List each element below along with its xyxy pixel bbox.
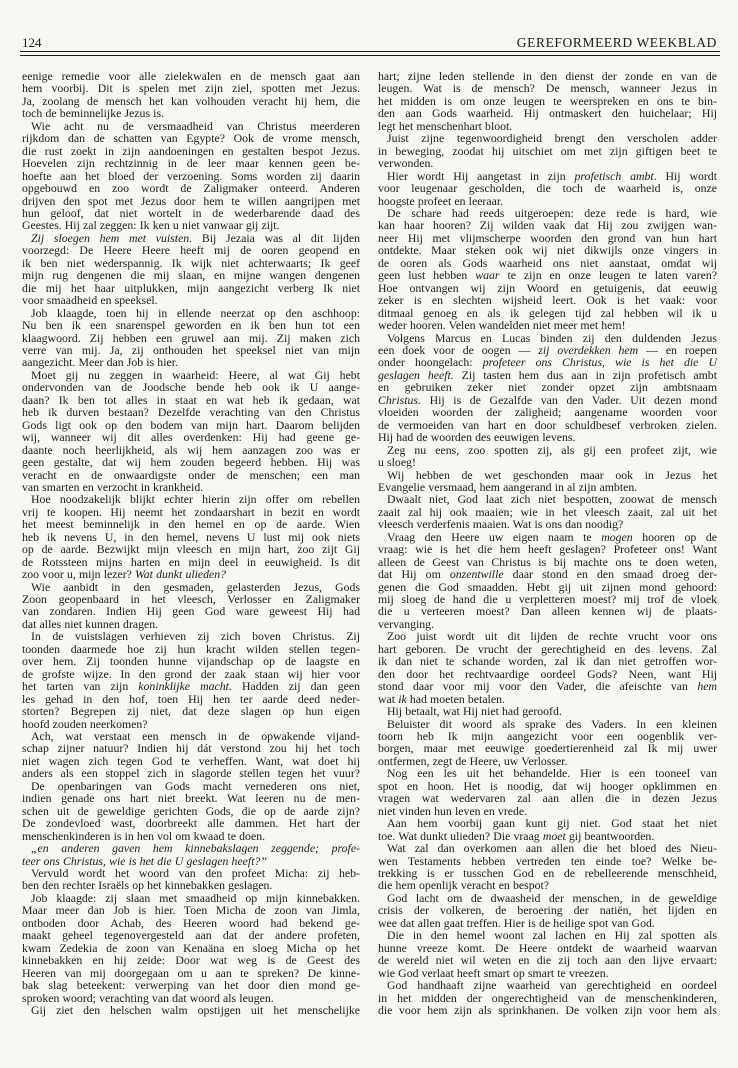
text-line [22,568,360,580]
paragraph [378,979,717,1016]
text-line: in het midden der ongerechtigheid van de menschenkinderen, [378,990,717,1005]
text-line: hoogste profeet en leeraar. [378,193,504,208]
text-line: vervanging. [378,616,435,631]
text-line: In de vuistslagen verhieven zij zich boven Christus. Zij [31,629,360,644]
paragraph [378,493,717,530]
text-line: de grofste wijze. In den grond der zaak staan wij hier voor [22,666,360,681]
text-line: Zoo juist wordt uit dit lijden de rechte vrucht voor ons [387,629,717,644]
text-line: voor leugenaar gescholden, die toch de waarheid is, onze [378,181,717,196]
text-line: en gebruiken zeker niet zonder opzet zijn ambtsnaam [378,380,717,395]
text-line: wij, wanneer wij dit alles overdenken: Hij had geene ge- [22,430,360,445]
text-line: de vermoeiden van hart en door schuldbesef verbroken zielen. [378,417,717,432]
text-line: vloeiden woorden der zaligheid; aangename woorden voor [378,405,717,420]
text-line: rijkdom dan de schatten van Egypte? Ook de vrome mensch, [22,131,360,146]
text-line: vrij te koopen. Hij neemt het zondaarshart in bezit en wordt [22,504,360,519]
text-line: Hij had de woorden des eeuwigen levens. [378,430,576,445]
text-line: Hij betaalt, wat Hij niet had geroofd. [387,704,562,719]
paragraph [22,630,360,730]
italic-text-run: „en anderen gaven hem kinnebakslagen zeggende; profe- [31,841,360,856]
text-line: de ooren als Gods waarheid ons niet aanstaat, omdat wij [378,255,717,270]
text-line: hart; zijne leden stellende in den dienst der zonde en van de [378,69,717,83]
text-line: hoefte aan het bloed der verzoening. Soms worden zij daarin [22,168,360,183]
italic-text-run: profeteer ons Christus, wie is het die U [482,355,717,370]
text-line: toch de beminnelijke Jezus is. [22,106,164,121]
text-line: genen die God smaadden. Hebt gij uit zijnen mond gehoord: [378,579,717,594]
text-line: Geestes. Hij zal zeggen: Ik ken u niet vanwaar gij zijt. [22,218,280,233]
text-line: wen Testaments hebben vertreden ten einde toe? Welke be- [378,853,717,868]
text-line: kwam Zedekia de zoon van Kenaäna en sloeg Micha op het [22,940,360,955]
text-line: Hoevelen zijn rechtzinnig in de leer maar kennen geen be- [22,156,360,171]
text-run: hooren op de [632,529,718,544]
text-run: — en roepen [638,342,717,357]
paragraph [378,531,717,631]
text-line: den aan Gods waarheid. Hij ontmaskert den huichelaar; Hij [378,106,717,121]
text-line: in beweging, zoodat hij uitschiet om met zijn giftigen beet te [378,143,717,158]
paragraph [22,780,360,842]
text-line: die u verteeren moest? Dan alleen kennen wij de plaats- [378,604,717,619]
text-line: Dwaalt niet, God laat zich niet bespotten, zoowat de mensch [387,492,717,507]
page-number: 124 [22,35,42,50]
text-line [378,269,717,281]
text-line: vraag: wie is het die hem heeft geslagen? Profeteer ons! Want [378,542,717,557]
text-line: zeker is en slechten wijsheid leert. Ook is het vaak: voor [378,293,717,308]
italic-text-run: hem [697,679,717,694]
paragraph [378,842,717,892]
italic-text-run: Zij sloegen hem met vuisten. [31,230,193,245]
text-line: Gij ziet den helschen walm opstijgen uit het menschelijke [31,1002,360,1017]
text-run: Hadden zij dan geen [231,679,360,694]
text-line: verre van mij. Ja, zij onthouden het speeksel niet van mijn [22,342,360,357]
text-line: les gehad in den hof, toen Hij hen ter aarde deed neder- [22,691,360,706]
text-line: van smarten en verzocht in krankheid. [22,479,204,494]
text-run: daar stond en den smaad droeg der- [503,567,718,582]
text-line: schap zijner natuur? Indien hij dát verstond zou hij het toch [22,741,360,756]
text-line: Juist zijne tegenwoordigheid brengt den verscholen adder [387,131,717,146]
text-line: hem voorbij. Dit is spelen met zijn ziel, spotten met Jezus. [22,81,360,96]
text-line: anders als een stoppel zich in slagorde stellen tegen het vuur? [22,766,360,781]
paragraph [22,232,360,307]
text-line: Vervuld wordt het woord van den profeet Micha: zij heb- [31,866,360,880]
text-line: Gods ligt ook op den bodem van mijn hart. Daarom belijden [22,417,360,432]
text-line: alleen de Geest van Christus is bij machte ons te doen weten, [378,554,717,569]
italic-text-run: profetisch ambt [574,168,654,183]
text-run: zoo voor u, mijn lezer? [22,567,136,582]
text-line: toonden daarmede hoe zij hun kracht wilden stellen tegen- [22,641,360,656]
italic-text-run: ik [398,691,407,706]
text-line: klaagwoord. Zij hebben een gruwel aan mij. Zij maken zich [22,330,360,345]
text-line: sproken woord; verachting van dat woord als leugen. [22,990,274,1005]
text-line: De zondevloed wast, doorbreekt alle dammen. Het hart der [22,816,360,831]
text-line: Evangelie versmaad, hem aangerand in al zijn ambten. [378,479,638,494]
text-run: had moeten betalen. [406,691,505,706]
text-run: Bij Jezaia was al dit lijden [192,230,360,245]
text-line: neer Hij met vlijmscherpe woorden den grond van hun hart [378,230,717,245]
text-line [22,680,360,692]
text-line: God handhaaft zijne waarheid van gerechtigheid en oordeel [387,978,717,993]
text-line: voor smaadheid en speeksel. [22,293,158,308]
text-line: Die in den hemel woont zal lachen en Hij zal spotten als [387,928,717,943]
text-line [378,568,717,580]
text-line: Heeren van mij doorgegaan om u aan te spreken? De kinne- [22,965,360,980]
text-line: crisis der volkeren, de beroering der natiën, het lijden en [378,903,717,918]
text-run: Zij tasten hem dus aan in zijn profetisch ambt [453,367,717,382]
text-line: opgebouwd en zoo wordt de Zaligmaker onteerd. Anderen [22,181,360,196]
text-line: Wij hebben de wet geschonden maar ook in Jezus het [387,467,717,482]
text-line: Beluister dit woord als sprake des Vaders. In een kleinen [387,716,717,731]
text-line: Ach, wat verstaat een mensch in de opwakende vijand- [31,729,360,744]
paragraph [378,817,717,842]
text-line: Wie aanbidt in den gesmaden, gelasterden Jezus, Gods [31,579,360,594]
text-line: De openbaringen van Gods macht vernederen ons niet, [31,778,360,793]
text-line: hunne vreeze komt. De Heere ontdekt de waarheid waarvan [378,940,717,955]
text-line: aangezicht. Meer dan Job is hier. [22,355,178,370]
paragraph [378,767,717,817]
text-line: ben den rechter Israëls op het kinnebakken geslagen. [22,878,273,893]
text-line: verwonden. [378,156,434,171]
italic-text-run: zij overdekken hem [538,342,639,357]
text-line: ontdekte. Maar steken ook wij niet dikwijls onze vingers in [378,243,717,258]
text-run: te zijn en onze leugen te laten varen? [499,268,718,283]
text-line: wie God verlaat heeft smart op smart te vreezen. [378,965,609,980]
text-line: Moet gij nu zeggen in waarheid: Heere, al wat Gij hebt [31,367,360,382]
text-line: Aan hem voorbij gaan kunt gij niet. God staat het niet [387,816,717,831]
publication-title: GEREFORMEERD WEEKBLAD [516,35,717,50]
text-line: niet vinden hun leven en vrede. [378,803,528,818]
header-double-rule [20,51,720,56]
text-line: legt het menschenhart bloot. [378,118,513,133]
text-line: veracht en de onwaardigste onder de menschen; een man [22,467,360,482]
paragraph [22,892,360,1004]
text-line: kan haar hooren? Zij wilden vaak dat Hij zou zwijgen wan- [378,218,717,233]
text-line: eenige remedie voor alle zielekwalen en de mensch gaat aan [22,69,360,83]
text-line: Ja, zoolang de mensch het kan volhouden veracht hij hem, die [22,93,360,108]
text-run: het tarten van zijn [22,679,139,694]
text-run: . Hij wordt [653,168,717,183]
text-line: het meest beminnelijk in den hemel en op de aarde. Wien [22,517,360,532]
paragraph [22,369,360,494]
text-line: spot en hoon. Het is noodig, dat wij hooger opklimmen en [378,778,717,793]
text-line: voorzegd: De Heere Heere heeft mij de ooren geopend en [22,243,360,258]
italic-text-run: Christus. [378,392,421,407]
right-column [378,70,717,1016]
text-line: ontboden door Achab, des Heeren woord had bekend ge- [22,915,360,930]
text-line: Zoon geopenbaard in het vleesch, Verlosser en Zaligmaker [22,592,360,607]
text-line: Job klaagde: zij slaan met smaadheid op mijn kinnebakken. [31,890,360,905]
text-line: schen uit de geweldige gerichten Gods, die op de aarde zijn? [22,803,360,818]
paragraph [22,493,360,580]
text-line: Wie acht nu de versmaadheid van Christus meerderen [31,118,360,133]
paragraph [378,444,717,469]
text-line: indien genade ons hart niet breekt. Wat leeren nu de men- [22,791,360,806]
text-line: ik dan niet te schande worden, zal ik dan niet getroffen wor- [378,654,717,669]
text-line: hoofd zouden neerkomen? [22,716,148,731]
text-line: daan? Ik ben tot alles in staat en wat heb ik gedaan, wat [22,392,360,407]
text-line: drijven den spot met Jezus door hem te willen aangrijpen met [22,193,360,208]
text-line: Nu ben ik een snarenspel geworden en ik ben hun tot een [22,318,360,333]
text-line: die voor hem zijn als sprinkhanen. De volken zijn voor hem als [378,1002,717,1017]
text-line: hun geloof, dat niet wortelt in de wederbarende daad des [22,205,360,220]
text-line: mij sloeg de hand die u verpletteren moest? mij trof de vloek [378,592,717,607]
text-line: heb ik durven bestaan? Dezelfde verachting van den Christus [22,405,360,420]
text-line: ontfermen, zegt de Heere, uw Verlosser. [378,753,568,768]
text-line: die hem openlijk veracht en bespot? [378,878,550,893]
text-line: Hoe ontvangen wij zijn Woord en getuigenis, dat eeuwig [378,280,717,295]
paragraph [378,705,717,717]
text-line: borgen, maar met eeuwige goedertierenheid zal Ik mij uwer [378,741,717,756]
text-line: u sloeg! [378,455,416,470]
paragraph [378,70,717,132]
text-run: wat [378,691,399,706]
text-run: toe. Wat dunkt ulieden? Die vraag [378,828,543,843]
paragraph [378,469,717,494]
text-line: wee dat allen gaat treffen. Hier is de heilige spot van God. [378,915,655,930]
text-line: het midden is om onze leugen te weerspreken en ons te bin- [378,93,717,108]
text-line: Wat zal dan overkomen aan allen die het bloed des Nieu- [387,841,717,856]
text-line: kinnebakken en hij zeide: Door wat weg is de Geest des [22,953,360,968]
text-run: Hier wordt Hij aangetast in zijn [387,168,575,183]
text-line: van zondaren. Indien Hij geen God ware geweest Hij had [22,604,360,619]
italic-text-run: waar [475,268,500,283]
paragraph [22,120,360,232]
text-line: storten? Begrepen zij niet, dat deze slagen op hun eigen [22,704,360,719]
text-line: ondervonden van de Joodsche bende heb ook ik U aange- [22,380,360,395]
paragraph [378,630,717,705]
text-line: Nog een les uit het behandelde. Hier is een tooneel van [387,766,717,781]
paragraph [378,207,717,332]
text-run: gij beantwoorden. [565,828,655,843]
text-line: Hoe noodzakelijk blijkt echter hierin zijn offer om rebellen [31,492,360,507]
text-line: Job klaagde, toen hij in ellende neerzat op den aschhoop: [31,305,360,320]
text-line: God lacht om de dwaasheid der menschen, in de geweldige [387,890,717,905]
text-run: een doek voor de oogen — [378,342,539,357]
paragraph [22,867,360,892]
text-line: hart geboren. De vrucht der gerechtigheid en des levens. Zal [378,641,717,656]
text-line: bak slag beteekent: verwerping van het door dien mond ge- [22,978,360,993]
text-run: geen lust hebben [378,268,476,283]
text-line: daante noch heerlijkheid, als wij hem aanzagen zoo was er [22,442,360,457]
italic-text-run: geslagen heeft. [378,367,454,382]
text-line: De schare had reeds uitgeroepen: deze rede is hard, wie [387,205,717,220]
text-line: die rust zoekt in zijn aandoeningen en gestalten bespot Jezus. [22,143,360,158]
text-line: Maar meer dan Job is hier. Toen Micha de zoon van Jimla, [22,903,360,918]
italic-text-run: teer ons Christus, wie is het die U geslagen heeft?” [22,853,267,868]
text-line: die mij het haar uitplukken, mijn aangezicht verberg Ik niet [22,280,360,295]
text-run: dat Hij om [378,567,450,582]
text-line: de Rotssteen mijns harten en mijn deel in eeuwigheid. Is dit [22,554,360,569]
text-line: trekking is er tusschen God en de rebelleerende menschheid, [378,866,717,880]
left-column [22,70,360,1016]
paragraph [378,170,717,207]
text-line: weder hooren. Velen wandelden niet meer met hem! [378,318,626,333]
paragraph [22,70,360,120]
text-line: Zeg nu eens, zoo spotten zij, als gij een profeet zijt, wie [387,442,717,457]
text-line: heb ik nevens U, in den hemel, nevens U lust mij ook niets [22,529,360,544]
text-run: Hij is de Gezalfde van den Vader. Uit dezen mond [420,392,717,407]
paragraph [22,842,360,867]
italic-text-run: mogen [601,529,633,544]
text-line: ik ben niet wederspannig. Ik wijk niet achterwaarts; Ik geef [22,255,360,270]
paragraph [378,132,717,169]
text-line: zaait zal hij ook maaien; wie in het vleesch zaait, zal uit het [378,504,717,519]
paragraph [378,718,717,768]
text-line: dat alles niet kunnen dragen. [22,616,159,631]
text-line: geen gestalte, dat wij hem zouden begeerd hebben. Hij was [22,455,360,470]
paragraph [22,1004,360,1016]
text-line: leugen. Wat is de mensch? De mensch, wanneer Jezus in [378,81,717,96]
italic-text-run: koninklijke macht. [138,679,232,694]
text-line: den door het rechtvaardige oordeel Gods? Neen, want Hij [378,666,717,681]
text-line: de wereld niet wil weten en die zij toch aan den lijve ervaart: [378,953,717,968]
italic-text-run: moet [542,828,566,843]
text-line: vleesch verderfenis maaien. Wat is ons dan noodig? [378,517,624,532]
text-line: ditmaal genoeg en als ik gelegen tijd zal hebben wil ik u [378,305,717,320]
text-run: Vraag den Heere uw eigen naam te [387,529,602,544]
paragraph [378,929,717,979]
paragraph [22,581,360,631]
paragraph [22,730,360,780]
paragraph [378,332,717,444]
text-line: vragen wat wedervaren zal aan allen die in dezen Jezus [378,791,717,806]
italic-text-run: onzentwille [449,567,504,582]
text-run: onder hoongelach: [378,355,483,370]
paragraph [22,307,360,369]
text-line: op de aarde. Bezwijkt mijn vleesch en mijn hart, zoo zijt Gij [22,542,360,557]
text-line: Volgens Marcus en Lucas binden zij den duldenden Jezus [387,330,717,345]
text-line: toorn heb Ik mijn aangezicht voor een oogenblik ver- [378,729,717,744]
text-line: maakt geheel tegenovergesteld aan dat der andere profeten, [22,928,360,943]
italic-text-run: Wat dunkt ulieden? [135,567,227,582]
text-line: niet wagen zich tegen God te verheffen. Want, wat doet hij [22,753,360,768]
paragraph [378,892,717,929]
text-line: menschenkinderen is in hen vol om kwaad te doen. [22,828,266,843]
text-line: over hem. Zij toonden hunne vijandschap op de laagste en [22,654,360,669]
text-line: mijn rug dengenen die mij slaan, en mijne wangen dengenen [22,268,360,283]
text-run: stond daar voor mij voor den Vader, die afeischte van [378,679,698,694]
